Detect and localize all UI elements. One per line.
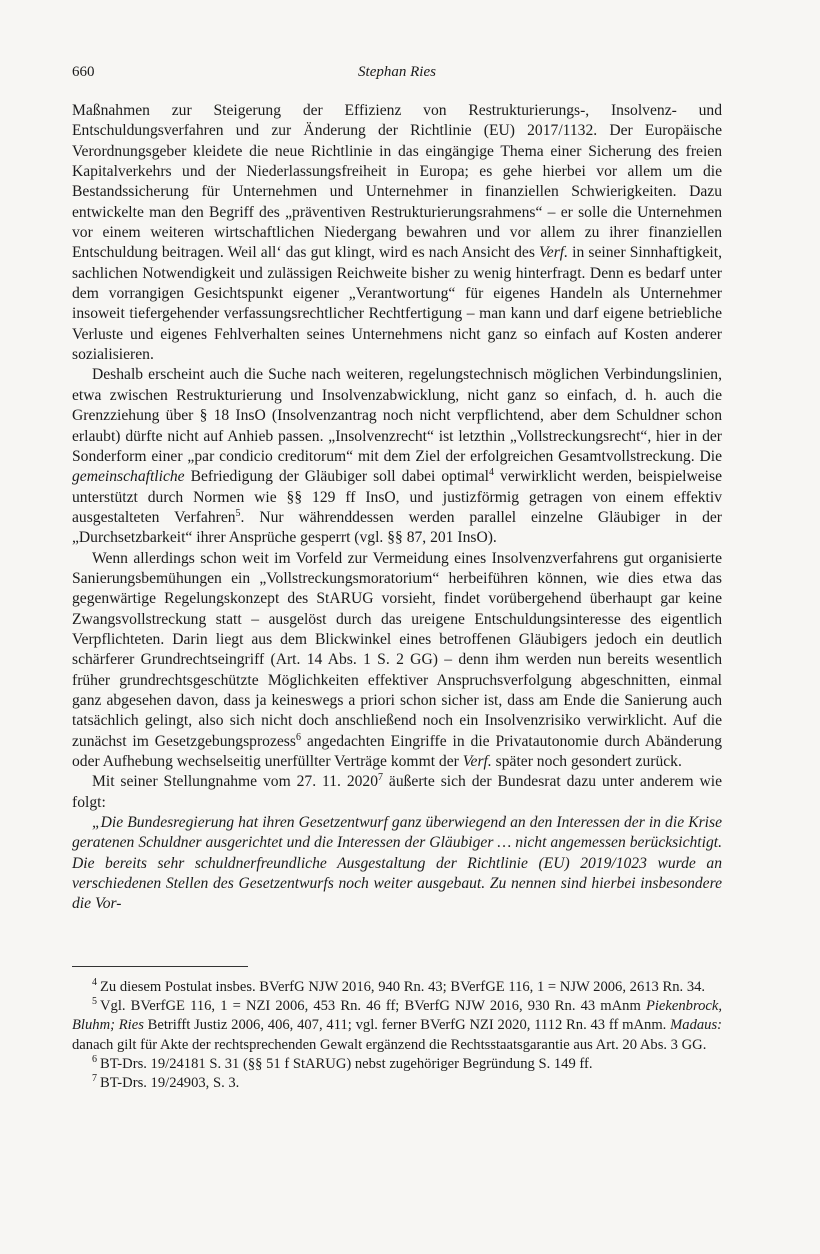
footnote-ref-4[interactable]: 4 [489, 467, 495, 478]
paragraph-1: Maßnahmen zur Steigerung der Effizienz von Restrukturierungs-, Insolvenz- und Entschuldungsverfahren und zur Änderung der Richtlinie (EU) 2017/1132. Der Europäische Verordnungsgeber kleidete die neue Richtlinie in das eingängige Thema einer Sicherung des freien Kapitalverkehrs und der Niederlassungsfreiheit in Europa; es gehe hierbei vor allem um die Bestandssicherung für Unternehmen und Unternehmer in finanziellen Schwierigkeiten. Dazu entwickelte man den Begriff des „präventiven Restrukturierungsrahmens“ – er solle die Unternehmen vor einem weiteren wirtschaftlichen Niedergang bewahren und vor allem zu ihrer finanziellen Entschuldung beitragen. Weil all‘ das gut klingt, wird es nach Ansicht des Verf. in seiner Sinnhaftigkeit, sachlichen Notwendigkeit und zulässigen Reichweite bisher zu wenig hinterfragt. Denn es bedarf unter dem vorrangigen Gesichtspunkt eigener „Verantwortung“ für eigenes Handeln als Unternehmer insoweit tiefergehender verfassungsrechtlicher Rechtfertigung – man kann und darf eigene betriebliche Verluste und eigenes Fehlverhalten seines Unternehmens nicht ganz so einfach auf Kosten anderer sozialisieren. [72, 102, 722, 364]
footnote-7: $^7$ BT-Drs. 19/24903, S. 3. [92, 1073, 240, 1092]
block-quote: „Die Bundesregierung hat ihren Gesetzentwurf ganz überwiegend an den Interessen der in die Krise geratenen Schuldner ausgerichtet und die Interessen der Gläubiger … nicht angemessen berücksichtigt. Die bereits sehr schuldnerfreundliche Ausgestaltung der Richtlinie (EU) 2019/1023 wurde an verschiedenen Stellen des Gesetzentwurfs noch weiter ausgebaut. Zu nennen sind hierbei insbesondere die Vor- [72, 814, 722, 913]
paragraph-3: Wenn allerdings schon weit im Vorfeld zur Vermeidung eines Insolvenzverfahrens gut organisierte Sanierungsbemühungen ein „Vollstreckungsmoratorium“ herbeiführen können, wie dies etwa das gegenwärtige Regelungskonzept des StARUG vorsieht, findet vorübergehend überhaupt gar keine Zwangsvollstreckung statt – ausgelöst durch das ureigene Entschuldungsinteresse des eigentlich Verpflichteten. Darin liegt aus dem Blickwinkel eines betroffenen Gläubigers jedoch ein deutlich schärferer Grundrechtseingriff (Art. 14 Abs. 1 S. 2 GG) – denn ihm werden nun bereits wesentlich früher grundrechtsgeschützte Möglichkeiten effektiver Anspruchsverfolgung abgeschnitten, einmal ganz abgesehen davon, dass ja keineswegs a priori schon sicher ist, dass am Ende die Sanierung auch tatsächlich gelingt, also sich nicht doch anschließend noch ein Insolvenzrisiko verwirklicht. Auf die zunächst im Gesetzgebungsprozess$^6$ angedachten Eingriffe in die Privatautonomie durch Abänderung oder Aufhebung wechselseitig unerfüllter Verträge kommt der Verf. später noch gesondert zurück. [72, 549, 722, 770]
footnote-divider [72, 966, 248, 967]
footnote-5: $^5$ Vgl. BVerfGE 116, 1 = NZI 2006, 453 Rn. 46 ff; BVerfG NJW 2016, 930 Rn. 43 mAnm Piekenbrock, Bluhm; Ries Betrifft Justiz 2006, 406, 407, 411; vgl. ferner BVerfG NZI 2020, 1112 Rn. 43 ff mAnm. Madaus: danach gilt für Akte der rechtsprechenden Gewalt ergänzend die Rechtsstaatsgarantie aus Art. 20 Abs. 3 GG. [72, 996, 722, 1053]
abbrev-verf: Verf. [462, 753, 492, 770]
footnote-4: $^4$ Zu diesem Postulat insbes. BVerfG NJW 2016, 940 Rn. 43; BVerfGE 116, 1 = NJW 2006, 2613 Rn. 34. [92, 977, 706, 995]
footnote-number: 4 [92, 977, 97, 989]
running-head: Stephan Ries [358, 64, 436, 80]
footnote-number: 5 [92, 996, 97, 1008]
footnotes [72, 978, 722, 1093]
page-header [72, 64, 722, 84]
page-number: 660 [72, 64, 95, 80]
footnote-6: $^6$ BT-Drs. 19/24181 S. 31 (§§ 51 f StARUG) nebst zugehöriger Begründung S. 149 ff. [92, 1053, 593, 1072]
body-text [72, 101, 722, 915]
footnote-number: 7 [92, 1073, 97, 1085]
footnote-ref-5[interactable]: 5 [235, 507, 241, 519]
footnote-ref-6[interactable]: 6 [295, 731, 301, 743]
abbrev-verf: Verf. [539, 244, 569, 262]
footnote-number: 6 [92, 1053, 97, 1065]
paragraph-4: Mit seiner Stellungnahme vom 27. 11. 2020$^7$ äußerte sich der Bundesrat dazu unter anderem wie folgt: [72, 772, 722, 811]
footnote-ref-7[interactable]: 7 [378, 772, 384, 784]
paragraph-2: Deshalb erscheint auch die Suche nach weiteren, regelungstechnisch möglichen Verbindungslinien, etwa zwischen Restrukturierung und Insolvenzabwicklung, nicht ganz so einfach, d. h. auch die Grenzziehung über § 18 InsO (Insolvenzantrag noch nicht verpflichtend, aber dem Schuldner schon erlaubt) dürfte nicht auf Anhieb passen. „Insolvenzrecht“ ist letzthin „Vollstreckungsrecht“, hier in der Sonderform einer „par condicio creditorum“ mit dem Ziel der erfolgreichen Gesamtvollstreckung. Die gemeinschaftliche Befriedigung der Gläubiger soll dabei optimal$^4$ verwirklicht werden, beispielweise unterstützt durch Normen wie §§ 129 ff InsO, und justizförmig getragen von einem effektiv ausgestalteten Verfahren$^5$. Nur währenddessen werden parallel einzelne Gläubiger in der „Durchsetzbarkeit“ ihrer Ansprüche gesperrt (vgl. §§ 87, 201 InsO). [72, 366, 723, 547]
emphasis-gemeinschaftliche: gemeinschaftliche [72, 468, 185, 486]
